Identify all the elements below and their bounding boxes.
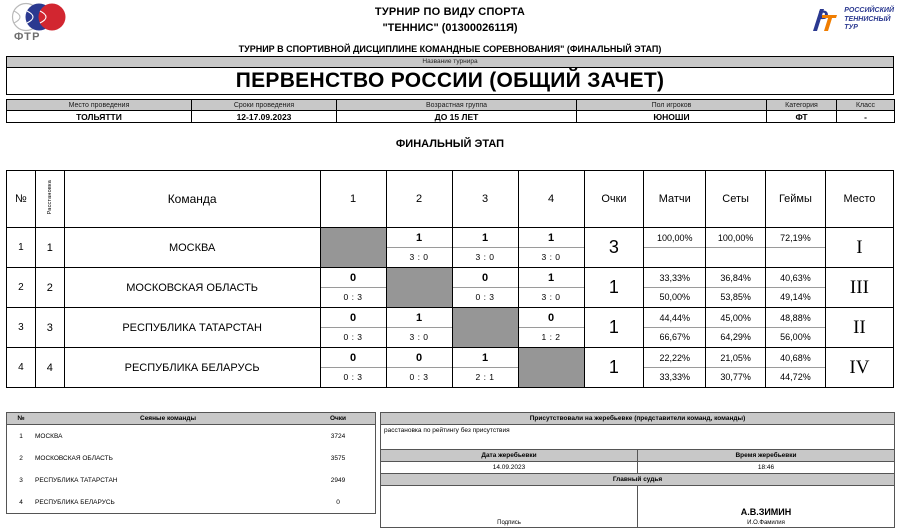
games-pct-b: 56,00% — [780, 331, 811, 342]
row-team-name: МОСКОВСКАЯ ОБЛАСТЬ — [64, 268, 320, 308]
games-pct-b: 44,72% — [780, 371, 811, 382]
games-pct-a: 40,68% — [766, 349, 825, 368]
row-matches-pct — [644, 228, 706, 268]
row-team-name: РЕСПУБЛИКА БЕЛАРУСЬ — [64, 348, 320, 388]
row-sets-pct — [706, 308, 766, 348]
match-score: 0 : 3 — [409, 371, 429, 382]
matches-pct-a: 44,44% — [644, 309, 705, 328]
match-score: 0 : 3 — [343, 371, 363, 382]
draw-datetime-value-row — [381, 462, 895, 474]
col-header-opponent-2: 2 — [386, 171, 452, 228]
info-value-age-group: ДО 15 ЛЕТ — [337, 111, 577, 123]
info-value-gender: ЮНОШИ — [577, 111, 767, 123]
info-value-venue: ТОЛЬЯТТИ — [7, 111, 192, 123]
match-cell — [518, 228, 584, 268]
match-cell — [320, 348, 386, 388]
info-header-gender: Пол игроков — [577, 100, 767, 111]
judge-name: А.В.ЗИМИН — [740, 507, 792, 517]
seeded-header-team: Сеяные команды — [35, 413, 301, 425]
rtt-logo-line-3: ТУР — [844, 24, 858, 32]
row-team-name: РЕСПУБЛИКА ТАТАРСТАН — [64, 308, 320, 348]
match-win: 1 — [453, 349, 518, 368]
row-seed: 1 — [35, 228, 64, 268]
tournament-name-caption: Название турнира — [7, 57, 893, 68]
row-games-pct — [766, 308, 826, 348]
match-cell — [386, 308, 452, 348]
match-score: 3 : 0 — [541, 251, 561, 262]
info-header-class: Класс — [837, 100, 895, 111]
matches-pct-b: 50,00% — [659, 291, 691, 302]
draw-date-caption: Дата жеребьевки — [381, 450, 638, 462]
match-cell — [452, 228, 518, 268]
info-header-age-group: Возрастная группа — [337, 100, 577, 111]
match-cell — [452, 268, 518, 308]
judge-signature-row — [381, 486, 895, 528]
list-item — [7, 447, 376, 469]
row-seed: 2 — [35, 268, 64, 308]
match-score: 3 : 0 — [409, 331, 429, 342]
row-place: III — [825, 268, 893, 308]
sets-pct-b: 53,85% — [720, 291, 751, 302]
seeded-team: МОСКОВСКАЯ ОБЛАСТЬ — [35, 454, 113, 462]
match-win: 0 — [387, 349, 452, 368]
row-sets-pct — [706, 228, 766, 268]
seeded-team: МОСКВА — [35, 432, 63, 440]
match-cell — [386, 228, 452, 268]
info-header-venue: Место проведения — [7, 100, 192, 111]
match-win: 1 — [387, 229, 452, 248]
header-line-3: ТУРНИР В СПОРТИВНОЙ ДИСЦИПЛИНЕ КОМАНДНЫЕ СОРЕВНОВАНИЯ" (ФИНАЛЬНЫЙ ЭТАП) — [238, 44, 662, 54]
stage-title: ФИНАЛЬНЫЙ ЭТАП — [395, 138, 505, 150]
matches-pct-b: 66,67% — [659, 331, 691, 342]
seeded-header-points: Очки — [301, 413, 376, 425]
standings-table — [6, 170, 894, 388]
match-win: 1 — [387, 309, 452, 328]
draw-attendees-caption: Присутствовали на жеребьевке (представители команд, команды) — [381, 413, 895, 425]
draw-panel — [380, 412, 895, 528]
row-team-name: МОСКВА — [64, 228, 320, 268]
col-header-sets: Сеты — [706, 171, 766, 228]
draw-time-caption: Время жеребьевки — [638, 450, 895, 462]
draw-attendees-value: расстановка по рейтингу без присутствия — [381, 425, 895, 450]
judge-name-label: И.О.Фамилия — [747, 520, 785, 526]
svg-text:ФТР: ФТР — [14, 31, 41, 43]
row-matches-pct — [644, 308, 706, 348]
seeded-points: 3724 — [330, 432, 346, 440]
header-line-1: ТУРНИР ПО ВИДУ СПОРТА — [374, 6, 526, 18]
row-sets-pct — [706, 268, 766, 308]
rtt-logo — [810, 3, 894, 37]
rtt-logo-line-2: ТЕННИСНЫЙ — [844, 15, 891, 23]
signature-cell — [381, 486, 638, 528]
row-games-pct — [766, 228, 826, 268]
seeded-num: 2 — [19, 454, 23, 462]
seeded-num: 4 — [19, 498, 23, 506]
info-header-dates: Сроки проведения — [192, 100, 337, 111]
matches-pct-a: 22,22% — [644, 349, 705, 368]
list-item — [7, 469, 376, 491]
col-header-seeding — [35, 171, 64, 228]
draw-datetime-header-row — [381, 450, 895, 462]
row-matches-pct — [644, 268, 706, 308]
row-matches-pct — [644, 348, 706, 388]
sets-pct-a: 45,00% — [706, 309, 765, 328]
table-row — [7, 308, 894, 348]
match-win: 0 — [321, 349, 386, 368]
match-cell — [320, 308, 386, 348]
table-row — [7, 268, 894, 308]
match-win: 0 — [321, 309, 386, 328]
matches-pct-a: 33,33% — [644, 269, 705, 288]
seeded-teams-table — [6, 412, 376, 514]
info-value-category: ФТ — [767, 111, 837, 123]
info-value-dates: 12-17.09.2023 — [192, 111, 337, 123]
match-score: 0 : 3 — [343, 291, 363, 302]
row-sets-pct — [706, 348, 766, 388]
list-item — [7, 491, 376, 514]
sets-pct-b: 30,77% — [720, 371, 751, 382]
row-num: 2 — [7, 268, 36, 308]
row-points: 1 — [584, 348, 644, 388]
seeded-team: РЕСПУБЛИКА БЕЛАРУСЬ — [35, 498, 115, 506]
match-score: 0 : 3 — [475, 291, 495, 302]
draw-time-value: 18:46 — [638, 462, 895, 474]
standings-header-row — [7, 171, 894, 228]
col-header-team: Команда — [64, 171, 320, 228]
row-place: IV — [825, 348, 893, 388]
sets-pct-b — [706, 248, 765, 267]
games-pct-a: 48,88% — [766, 309, 825, 328]
sets-pct-b: 64,29% — [720, 331, 751, 342]
judge-caption: Главный судья — [381, 474, 895, 486]
col-header-num: № — [7, 171, 36, 228]
match-win: 0 — [321, 269, 386, 288]
signature-label: Подпись — [497, 520, 521, 526]
row-games-pct — [766, 348, 826, 388]
row-games-pct — [766, 268, 826, 308]
match-score: 3 : 0 — [409, 251, 429, 262]
match-score: 3 : 0 — [541, 291, 561, 302]
sets-pct-a: 21,05% — [706, 349, 765, 368]
match-cell — [518, 268, 584, 308]
seeded-num: 3 — [19, 476, 23, 484]
match-win: 0 — [519, 309, 584, 328]
matches-pct-a: 100,00% — [644, 229, 705, 248]
col-header-games: Геймы — [766, 171, 826, 228]
col-header-matches: Матчи — [644, 171, 706, 228]
draw-attendees-value-row — [381, 425, 895, 450]
matches-pct-b — [644, 248, 705, 267]
seeded-num: 1 — [19, 432, 23, 440]
match-cell-self — [386, 268, 452, 308]
match-win: 1 — [453, 229, 518, 248]
tournament-info-table — [6, 99, 895, 123]
match-cell-self — [452, 308, 518, 348]
row-points: 3 — [584, 228, 644, 268]
matches-pct-b: 33,33% — [659, 371, 691, 382]
row-num: 4 — [7, 348, 36, 388]
col-header-opponent-1: 1 — [320, 171, 386, 228]
match-win: 1 — [519, 269, 584, 288]
seeded-points: 3575 — [330, 454, 346, 462]
table-row — [7, 228, 894, 268]
seeded-points: 2949 — [330, 476, 346, 484]
sets-pct-a: 36,84% — [706, 269, 765, 288]
games-pct-b: 49,14% — [780, 291, 811, 302]
standings-body — [7, 228, 894, 388]
match-cell-self — [320, 228, 386, 268]
col-header-opponent-4: 4 — [518, 171, 584, 228]
games-pct-b — [766, 248, 825, 267]
seeded-header-num: № — [7, 413, 36, 425]
draw-attendees-header-row — [381, 413, 895, 425]
match-cell — [452, 348, 518, 388]
row-place: II — [825, 308, 893, 348]
row-place: I — [825, 228, 893, 268]
seeded-points: 0 — [336, 498, 340, 506]
seeded-team: РЕСПУБЛИКА ТАТАРСТАН — [35, 476, 118, 484]
seeded-header-row — [7, 413, 376, 425]
match-cell — [518, 308, 584, 348]
row-num: 3 — [7, 308, 36, 348]
rtt-logo-line-1: РОССИЙСКИЙ — [844, 7, 894, 15]
row-seed: 3 — [35, 308, 64, 348]
match-score: 1 : 2 — [541, 331, 561, 342]
col-header-place: Место — [825, 171, 893, 228]
header-line-2: "ТЕННИС" (0130002611Я) — [382, 22, 518, 34]
match-score: 0 : 3 — [343, 331, 363, 342]
sets-pct-a: 100,00% — [706, 229, 765, 248]
match-cell — [320, 268, 386, 308]
row-num: 1 — [7, 228, 36, 268]
row-seed: 4 — [35, 348, 64, 388]
row-points: 1 — [584, 268, 644, 308]
rtt-monogram-icon — [810, 5, 840, 35]
draw-date-value: 14.09.2023 — [381, 462, 638, 474]
judge-name-cell — [638, 486, 895, 528]
tournament-name-box — [6, 56, 894, 95]
judge-header-row — [381, 474, 895, 486]
match-win: 0 — [453, 269, 518, 288]
col-header-seeding-label: Расстановка — [46, 180, 53, 215]
games-pct-a: 40,63% — [766, 269, 825, 288]
row-points: 1 — [584, 308, 644, 348]
match-win: 1 — [519, 229, 584, 248]
match-score: 3 : 0 — [475, 251, 495, 262]
match-score: 2 : 1 — [475, 371, 495, 382]
tournament-name-value: ПЕРВЕНСТВО РОССИИ (ОБЩИЙ ЗАЧЕТ) — [235, 69, 665, 92]
match-cell — [386, 348, 452, 388]
match-cell-self — [518, 348, 584, 388]
info-value-class: - — [837, 111, 895, 123]
info-header-category: Категория — [767, 100, 837, 111]
list-item — [7, 425, 376, 448]
games-pct-a: 72,19% — [766, 229, 825, 248]
table-row — [7, 348, 894, 388]
rtt-logo-text — [844, 7, 894, 33]
col-header-points: Очки — [584, 171, 644, 228]
col-header-opponent-3: 3 — [452, 171, 518, 228]
